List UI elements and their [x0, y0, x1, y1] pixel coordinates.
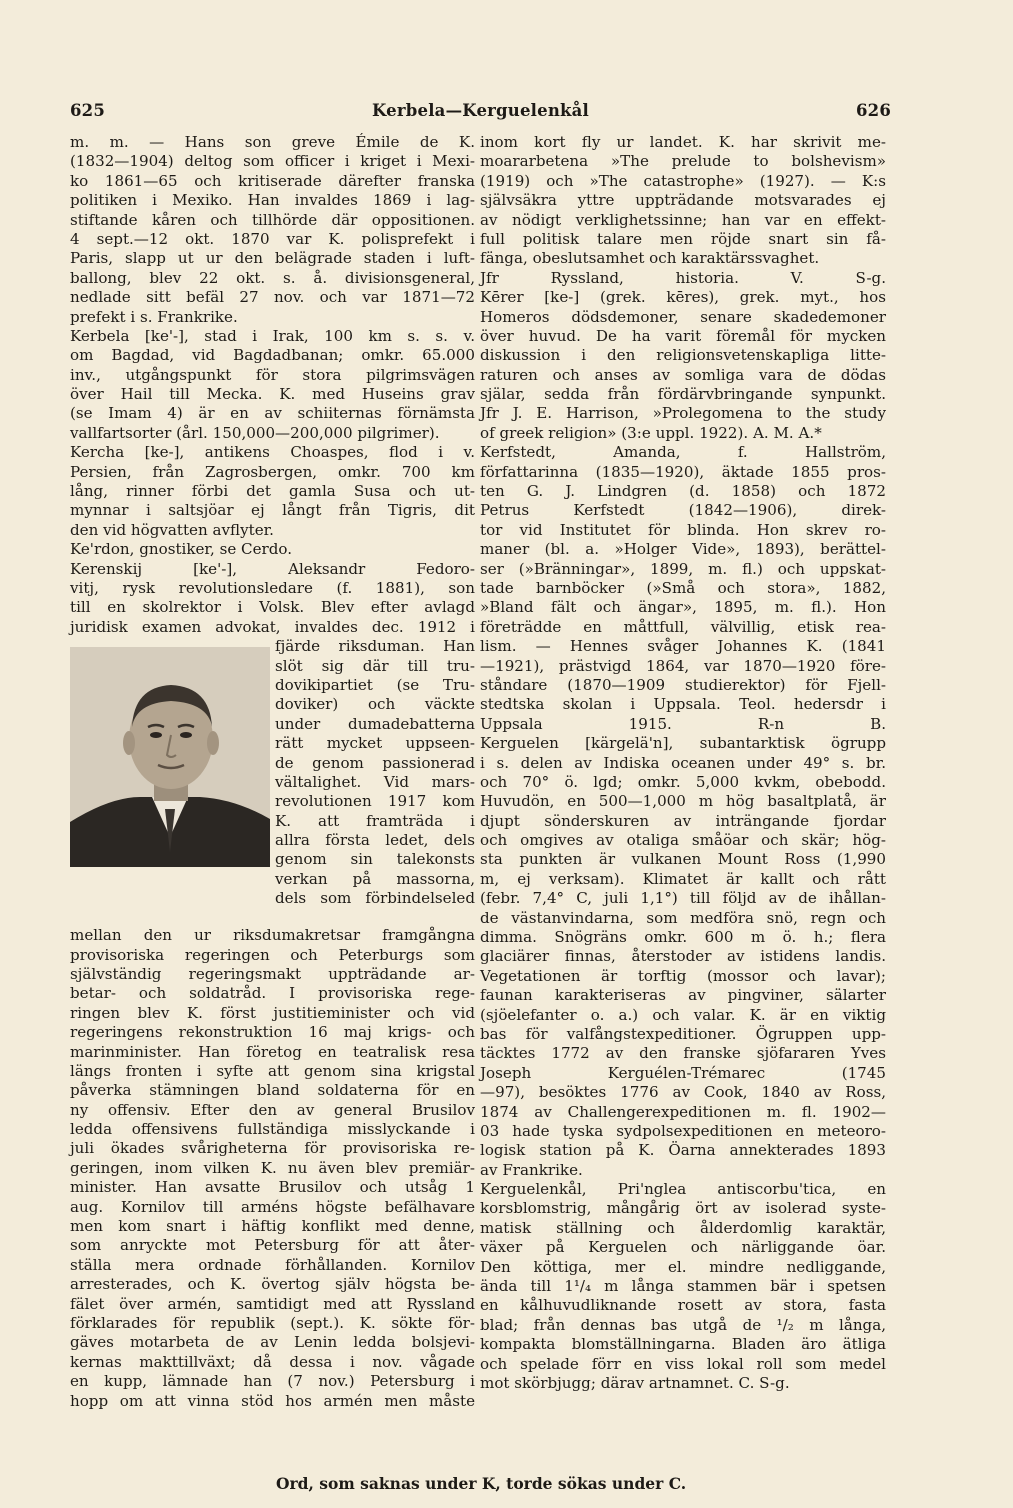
- text-line: hopp om att vinna stöd hos armén men måste: [70, 1391, 475, 1410]
- text-line: ten G. J. Lindgren (d. 1858) och 1872: [480, 482, 886, 501]
- text-line: lång, rinner förbi det gamla Susa och ut-: [70, 482, 475, 501]
- text-line: verkan på massorna,: [275, 869, 475, 888]
- text-line: Persien, från Zagrosbergen, omkr. 700 km: [70, 462, 475, 481]
- text-line: tade barnböcker (»Små och stora», 1882,: [480, 578, 886, 597]
- text-line: (se Imam 4) är en av schiiternas förnämsta: [70, 404, 475, 423]
- text-line: revolutionen 1917 kom: [275, 792, 475, 811]
- text-line: juridisk examen advokat, invaldes dec. 1912 i: [70, 617, 475, 636]
- text-line: aug. Kornilov till arméns högste befälhavare: [70, 1197, 475, 1216]
- text-line: bas för valfångstexpeditioner. Ögruppen upp-: [480, 1024, 886, 1043]
- text-line: juli ökades svårigheterna för provisoriska re-: [70, 1139, 475, 1158]
- text-line: dimma. Snögräns omkr. 600 m ö. h.; flera: [480, 928, 886, 947]
- text-line: under dumadebatterna: [275, 714, 475, 733]
- text-line: —97), besöktes 1776 av Cook, 1840 av Ross,: [480, 1083, 886, 1102]
- text-line: matisk ställning och ålderdomlig karaktär,: [480, 1218, 886, 1237]
- text-line: djupt sönderskuren av inträngande fjordar: [480, 811, 886, 830]
- text-line: minister. Han avsatte Brusilov och utsåg 1: [70, 1178, 475, 1197]
- text-line: moararbetena »The prelude to bolshevism»: [480, 152, 886, 171]
- text-line: faunan karakteriseras av pingviner, sälarter: [480, 986, 886, 1005]
- text-line: en kupp, lämnade han (7 nov.) Petersburg i: [70, 1372, 475, 1391]
- text-line: men kom snart i häftig konflikt med denne,: [70, 1217, 475, 1236]
- text-line: och spelade förr en viss lokal roll som medel: [480, 1354, 886, 1373]
- left-column-bottom-text: [70, 926, 475, 1411]
- text-line: blad; från dennas bas utgå de ¹/₂ m långa,: [480, 1315, 886, 1334]
- text-line: kompakta blomställningarna. Bladen äro ätliga: [480, 1335, 886, 1354]
- text-line: (1832—1904) deltog som officer i kriget i Mexi-: [70, 152, 475, 171]
- text-line: en kålhuvudliknande rosett av stora, fasta: [480, 1296, 886, 1315]
- page-number-left: 625: [70, 101, 106, 120]
- text-line: ko 1861—65 och kritiserade därefter franska: [70, 171, 475, 190]
- text-line: genom sin talekonsts: [275, 850, 475, 869]
- text-line: själar, sedda från fördärvbringande synpunkt.: [480, 385, 886, 404]
- text-line: till en skolrektor i Volsk. Blev efter avlagd: [70, 598, 475, 617]
- text-line: ballong, blev 22 okt. s. å. divisionsgeneral,: [70, 268, 475, 287]
- text-line: längs fronten i syfte att genom sina krigstal: [70, 1061, 475, 1080]
- text-line: allra första ledet, dels: [275, 831, 475, 850]
- text-line: av Frankrike.: [480, 1160, 583, 1179]
- text-line: rätt mycket uppseen-: [275, 734, 475, 753]
- text-line: påverka stämningen bland soldaterna för en: [70, 1081, 475, 1100]
- text-line: ser (»Bränningar», 1899, m. fl.) och uppskat-: [480, 559, 886, 578]
- text-line: Vegetationen är torftig (mossor och lavar);: [480, 966, 886, 985]
- text-line: gäves motarbeta de av Lenin ledda bolsjevi-: [70, 1333, 475, 1352]
- text-line: inv., utgångspunkt för stora pilgrimsvägen: [70, 365, 475, 384]
- text-line: Kerenskij [ke'-], Aleksandr Fedoro-: [70, 559, 475, 578]
- text-line: arresterades, och K. övertog själv högsta be-: [70, 1275, 475, 1294]
- text-line: i s. delen av Indiska oceanen under 49° s. br.: [480, 753, 886, 772]
- text-line: som anryckte mot Petersburg för att åter-: [70, 1236, 475, 1255]
- text-line: logisk station på K. Öarna annekterades 1893: [480, 1141, 886, 1160]
- text-line: Jfr J. E. Harrison, »Prolegomena to the study: [480, 404, 886, 423]
- text-line: lism. — Hennes svåger Johannes K. (1841: [480, 637, 886, 656]
- text-line: »Bland fält och ängar», 1895, m. fl.). Hon: [480, 598, 886, 617]
- text-line: Kerguelen [kärgelä'n], subantarktisk ögrupp: [480, 734, 886, 753]
- text-line: dels som förbindelseled: [275, 889, 475, 908]
- text-line: stiftande kåren och tillhörde där oppositionen.: [70, 210, 475, 229]
- text-line: kernas makttillväxt; då dessa i nov. vågade: [70, 1352, 475, 1371]
- text-line: Kerbela [ke'-], stad i Irak, 100 km s. s. v.: [70, 326, 475, 345]
- text-line: över huvud. De ha varit föremål för mycken: [480, 326, 886, 345]
- text-line: ringen blev K. först justitieminister och vid: [70, 1003, 475, 1022]
- text-line: provisoriska regeringen och Peterburgs som: [70, 945, 475, 964]
- text-line: ledda offensivens fullständiga misslyckande i: [70, 1120, 475, 1139]
- text-line: och omgives av otaliga småöar och skär; hög-: [480, 831, 886, 850]
- text-line: inom kort fly ur landet. K. har skrivit me-: [480, 133, 886, 151]
- text-line: sta punkten är vulkanen Mount Ross (1,990: [480, 850, 886, 869]
- text-line: maner (bl. a. »Holger Vide», 1893), berättel-: [480, 540, 886, 559]
- text-line: (sjöelefanter o. a.) och valar. K. är en viktig: [480, 1005, 886, 1024]
- footer-note: Ord, som saknas under K, torde sökas under C.: [276, 1474, 687, 1493]
- text-line: vältalighet. Vid mars-: [275, 772, 475, 791]
- text-line: Den köttiga, mer el. mindre nedliggande,: [480, 1257, 886, 1276]
- text-line: Joseph Kerguélen-Trémarec (1745: [480, 1063, 886, 1082]
- text-line: de genom passionerad: [275, 753, 475, 772]
- text-line: om Bagdad, vid Bagdadbanan; omkr. 65.000: [70, 346, 475, 365]
- text-line: 1874 av Challengerexpeditionen m. fl. 1902—: [480, 1102, 886, 1121]
- text-line: fälet över armén, samtidigt med att Ryssland: [70, 1294, 475, 1313]
- text-line: växer på Kerguelen och närliggande öar.: [480, 1238, 886, 1257]
- text-line: geringen, inom vilken K. nu även blev premiär-: [70, 1158, 475, 1177]
- text-line: K. att framträda i: [275, 811, 475, 830]
- right-column: [480, 133, 886, 1393]
- text-line: Kerguelenkål, Pri'nglea antiscorbu'tica, en: [480, 1180, 886, 1199]
- text-line: —1921), prästvigd 1864, var 1870—1920 före-: [480, 656, 886, 675]
- text-line: korsblomstrig, mångårig ört av isolerad syste-: [480, 1199, 886, 1218]
- text-line: nedlade sitt befäl 27 nov. och var 1871—72: [70, 288, 475, 307]
- portrait-section: [70, 637, 475, 928]
- text-line: doviker) och väckte: [275, 695, 475, 714]
- text-line: stedtska skolan i Uppsala. Teol. hedersdr i: [480, 695, 886, 714]
- text-line: företrädde en måttfull, välvillig, etisk rea-: [480, 617, 886, 636]
- text-line: den vid högvatten avflyter.: [70, 520, 274, 539]
- text-line: marinminister. Han företog en teatralisk resa: [70, 1042, 475, 1061]
- text-line: slöt sig där till tru-: [275, 656, 475, 675]
- text-line: of greek religion» (3:e uppl. 1922). A. M. A.*: [480, 423, 822, 442]
- text-line: över Hail till Mecka. K. med Huseins grav: [70, 385, 475, 404]
- text-line: politiken i Mexiko. Han invaldes 1869 i lag-: [70, 191, 475, 210]
- text-line: Uppsala 1915. R-n B.: [480, 714, 886, 733]
- text-line: självsäkra yttre uppträdande motsvarades ej: [480, 191, 886, 210]
- text-line: Huvudön, en 500—1,000 m hög basaltplatå, är: [480, 792, 886, 811]
- text-line: ställa mera ordnade förhållanden. Kornilov: [70, 1255, 475, 1274]
- text-line: mellan den ur riksdumakretsar framgångna: [70, 926, 475, 945]
- text-line: de västanvindarna, som medföra snö, regn och: [480, 908, 886, 927]
- text-line: tor vid Institutet för blinda. Hon skrev ro-: [480, 520, 886, 539]
- text-line: ända till 1¹/₄ m långa stammen bär i spetsen: [480, 1277, 886, 1296]
- left-column: [70, 133, 475, 1411]
- text-line: mynnar i saltsjöar ej långt från Tigris, dit: [70, 501, 475, 520]
- text-line: Kercha [ke-], antikens Choaspes, flod i v.: [70, 443, 475, 462]
- text-line: vitj, rysk revolutionsledare (f. 1881), son: [70, 578, 475, 597]
- text-line: (1919) och »The catastrophe» (1927). — K:s: [480, 171, 886, 190]
- text-line: m, ej verksam). Klimatet är kallt och rått: [480, 869, 886, 888]
- text-line: full politisk talare men röjde snart sin få-: [480, 229, 886, 248]
- text-line: och 70° ö. lgd; omkr. 5,000 kvkm, obebodd.: [480, 772, 886, 791]
- text-line: mot skörbjugg; därav artnamnet. C. S-g.: [480, 1374, 790, 1392]
- left-column-top-text: [70, 133, 475, 637]
- text-line: diskussion i den religionsvetenskapliga litte-: [480, 346, 886, 365]
- text-line: 4 sept.—12 okt. 1870 var K. polisprefekt i: [70, 229, 475, 248]
- left-column-wrap-text: [275, 637, 475, 908]
- text-line: betar- och soldatråd. I provisoriska rege-: [70, 984, 475, 1003]
- page-number-right: 626: [856, 101, 892, 120]
- text-line: Jfr Ryssland, historia. V. S-g.: [480, 268, 886, 287]
- page-title: Kerbela—Kerguelenkål: [372, 101, 590, 120]
- text-line: vallfartsorter (årl. 150,000—200,000 pilgrimer).: [70, 423, 440, 442]
- text-line: fänga, obeslutsamhet och karaktärssvaghet.: [480, 249, 820, 268]
- portrait-photo: [70, 647, 270, 867]
- text-line: ny offensiv. Efter den av general Brusilov: [70, 1100, 475, 1119]
- text-line: Kerfstedt, Amanda, f. Hallström,: [480, 443, 886, 462]
- text-line: raturen och anses av somliga vara de dödas: [480, 365, 886, 384]
- text-line: Homeros dödsdemoner, senare skadedemoner: [480, 307, 886, 326]
- text-line: täcktes 1772 av den franske sjöfararen Yves: [480, 1044, 886, 1063]
- text-line: Kērer [ke-] (grek. kēres), grek. myt., hos: [480, 288, 886, 307]
- text-line: ståndare (1870—1909 studierektor) för Fjell-: [480, 675, 886, 694]
- portrait-image: [70, 647, 270, 867]
- text-line: av nödigt verklighetssinne; han var en effekt-: [480, 210, 886, 229]
- text-line: 03 hade tyska sydpolsexpeditionen en meteoro-: [480, 1121, 886, 1140]
- text-line: Paris, slapp ut ur den belägrade staden i luft-: [70, 249, 475, 268]
- text-line: förklarades för republik (sept.). K. sökte för-: [70, 1313, 475, 1332]
- text-line: prefekt i s. Frankrike.: [70, 307, 238, 326]
- text-line: Ke'rdon, gnostiker, se Cerdo.: [70, 540, 293, 559]
- text-line: dovikipartiet (se Tru-: [275, 675, 475, 694]
- text-line: m. m. — Hans son greve Émile de K.: [70, 133, 475, 151]
- text-line: (febr. 7,4° C, juli 1,1°) till följd av de ihållan-: [480, 889, 886, 908]
- text-line: fjärde riksduman. Han: [275, 637, 475, 656]
- text-line: författarinna (1835—1920), äktade 1855 pros-: [480, 462, 886, 481]
- text-line: Petrus Kerfstedt (1842—1906), direk-: [480, 501, 886, 520]
- text-line: självständig regeringsmakt uppträdande ar-: [70, 964, 475, 983]
- text-line: regeringens rekonstruktion 16 maj krigs- och: [70, 1023, 475, 1042]
- text-line: glaciärer finnas, återstoder av istidens landis.: [480, 947, 886, 966]
